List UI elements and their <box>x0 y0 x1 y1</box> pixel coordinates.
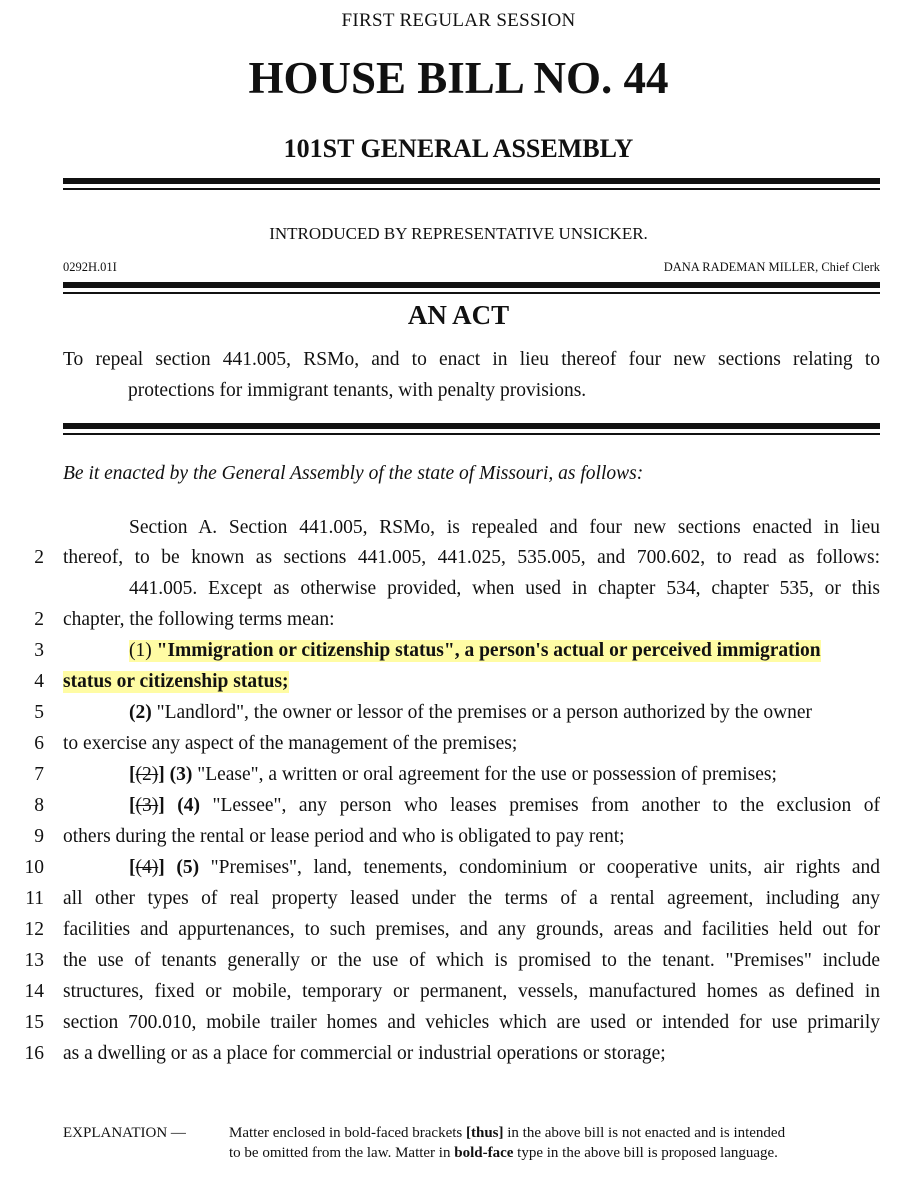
line-number: 2 <box>34 609 44 630</box>
new-marker: (4) <box>164 795 201 816</box>
definition-2-text <box>129 702 812 724</box>
explanation-text: to be omitted from the law. Matter in <box>229 1145 455 1161</box>
document-code: 0292H.01I <box>63 260 117 274</box>
definition-5-text-line: the use of tenants generally or the use of which is promised to the tenant. "Premises" include <box>63 950 880 971</box>
act-title: AN ACT <box>407 300 510 330</box>
explanation-boldface-example: bold-face <box>454 1145 514 1161</box>
new-marker: (5) <box>164 857 200 878</box>
line-number: 14 <box>24 981 44 1002</box>
definition-4-continuation: others during the rental or lease period and who is obligated to pay rent; <box>63 826 625 847</box>
line-number: 15 <box>24 1012 44 1033</box>
line-number: 8 <box>34 795 44 816</box>
section-441-text-1: 441.005. Except as otherwise provided, when used in chapter 534, chapter 535, or this <box>129 578 880 599</box>
explanation-text: type in the above bill is proposed language. <box>513 1145 778 1161</box>
explanation-text: in the above bill is not enacted and is intended <box>503 1125 786 1141</box>
bill-number-title: HOUSE BILL NO. 44 <box>248 53 669 103</box>
section-a-line-2 <box>0 547 917 575</box>
line-number: 13 <box>24 950 44 971</box>
deleted-marker: (2) <box>135 764 159 785</box>
line-number: 2 <box>34 547 44 568</box>
explanation-line-1 <box>229 1125 785 1142</box>
explanation-label: EXPLANATION — <box>63 1125 186 1141</box>
bracket-open: [ <box>129 857 136 878</box>
section-a-line-1 <box>0 517 917 545</box>
section-441-text-2: chapter, the following terms mean: <box>63 609 335 630</box>
definition-2-continuation: to exercise any aspect of the management of the premises; <box>63 733 518 754</box>
enacting-clause: Be it enacted by the General Assembly of the state of Missouri, as follows: <box>63 463 644 484</box>
line-number: 6 <box>34 733 44 754</box>
definition-1-line-3 <box>0 640 917 668</box>
new-marker: (3) <box>164 764 193 785</box>
definition-1-text <box>129 640 821 662</box>
definition-2-line-5 <box>0 702 917 730</box>
definition-5-body: "Premises", land, tenements, condominium or cooperative units, air rights and <box>199 857 880 878</box>
definition-5-text-line: structures, fixed or mobile, temporary or permanent, vessels, manufactured homes as defined in <box>63 981 880 1002</box>
definition-5-text-line: as a dwelling or as a place for commercial or industrial operations or storage; <box>63 1043 666 1064</box>
line-number: 9 <box>34 826 44 847</box>
section-a-text-1: Section A. Section 441.005, RSMo, is repealed and four new sections enacted in lieu <box>129 517 880 538</box>
definition-3-body: "Lease", a written or oral agreement for the use or possession of premises; <box>192 764 777 785</box>
definition-1-marker: (1) <box>129 640 152 661</box>
definition-5-text-line: facilities and appurtenances, to such premises, and any grounds, areas and facilities held out for <box>63 919 880 940</box>
header-divider-thick <box>63 178 880 184</box>
meta-divider-thin <box>63 292 880 294</box>
introduced-by: INTRODUCED BY REPRESENTATIVE UNSICKER. <box>269 224 648 243</box>
act-purpose-line-1: To repeal section 441.005, RSMo, and to enact in lieu thereof four new sections relating to <box>63 349 880 370</box>
line-number: 3 <box>34 640 44 661</box>
line-number: 10 <box>24 857 44 878</box>
definition-3-text <box>129 764 777 786</box>
bracket-close: ] <box>158 764 165 785</box>
explanation-bracket-example: [thus] <box>465 1125 504 1141</box>
line-number: 4 <box>34 671 44 692</box>
definition-4-body: "Lessee", any person who leases premises from another to the exclusion of <box>200 795 880 816</box>
definition-4-line-9 <box>0 826 917 854</box>
line-number: 12 <box>24 919 44 940</box>
definition-5-text <box>129 857 880 879</box>
definition-4-text <box>129 795 880 817</box>
bracket-close: ] <box>158 795 165 816</box>
definition-1-term-continued: status or citizenship status; <box>63 671 289 692</box>
explanation-line-2 <box>229 1145 778 1162</box>
definition-5-line-12 <box>0 919 917 947</box>
line-number: 11 <box>25 888 44 909</box>
definition-2-line-6 <box>0 733 917 761</box>
chief-clerk: DANA RADEMAN MILLER, Chief Clerk <box>663 260 880 274</box>
definition-1-term: "Immigration or citizenship status", a person's actual or perceived immigration <box>156 640 821 661</box>
bracket-open: [ <box>129 795 136 816</box>
line-number: 7 <box>34 764 44 785</box>
definition-1-continuation <box>63 671 289 693</box>
definition-5-text-line: section 700.010, mobile trailer homes and vehicles which are used or intended for use primarily <box>63 1012 880 1033</box>
act-purpose-line-2: protections for immigrant tenants, with penalty provisions. <box>128 380 587 401</box>
session-label: FIRST REGULAR SESSION <box>341 10 576 31</box>
bracket-close: ] <box>158 857 165 878</box>
header-divider-thin <box>63 188 880 190</box>
definition-2-body: "Landlord", the owner or lessor of the premises or a person authorized by the owner <box>151 702 813 723</box>
definition-1-line-4 <box>0 671 917 699</box>
definition-2-marker: (2) <box>129 702 152 723</box>
line-number: 16 <box>24 1043 44 1064</box>
bracket-open: [ <box>129 764 136 785</box>
general-assembly-label: 101ST GENERAL ASSEMBLY <box>283 134 634 163</box>
definition-3-line-7 <box>0 764 917 792</box>
section-a-text-2: thereof, to be known as sections 441.005, 441.025, 535.005, and 700.602, to read as follows: <box>63 547 880 568</box>
definition-5-text-line: all other types of real property leased under the terms of a rental agreement, including any <box>63 888 880 909</box>
definition-5-line-11 <box>0 888 917 916</box>
definition-4-line-8 <box>0 795 917 823</box>
definition-5-line-10 <box>0 857 917 885</box>
line-number: 5 <box>34 702 44 723</box>
definition-5-line-15 <box>0 1012 917 1040</box>
meta-divider-thick <box>63 282 880 288</box>
definition-5-line-13 <box>0 950 917 978</box>
section-441-line-2 <box>0 609 917 637</box>
definition-5-line-16 <box>0 1043 917 1071</box>
act-divider-thin <box>63 433 880 435</box>
deleted-marker: (3) <box>135 795 159 816</box>
deleted-marker: (4) <box>135 857 159 878</box>
act-divider-thick <box>63 423 880 429</box>
explanation-text: Matter enclosed in bold-faced brackets <box>229 1125 466 1141</box>
section-441-line-1 <box>0 578 917 606</box>
definition-5-line-14 <box>0 981 917 1009</box>
